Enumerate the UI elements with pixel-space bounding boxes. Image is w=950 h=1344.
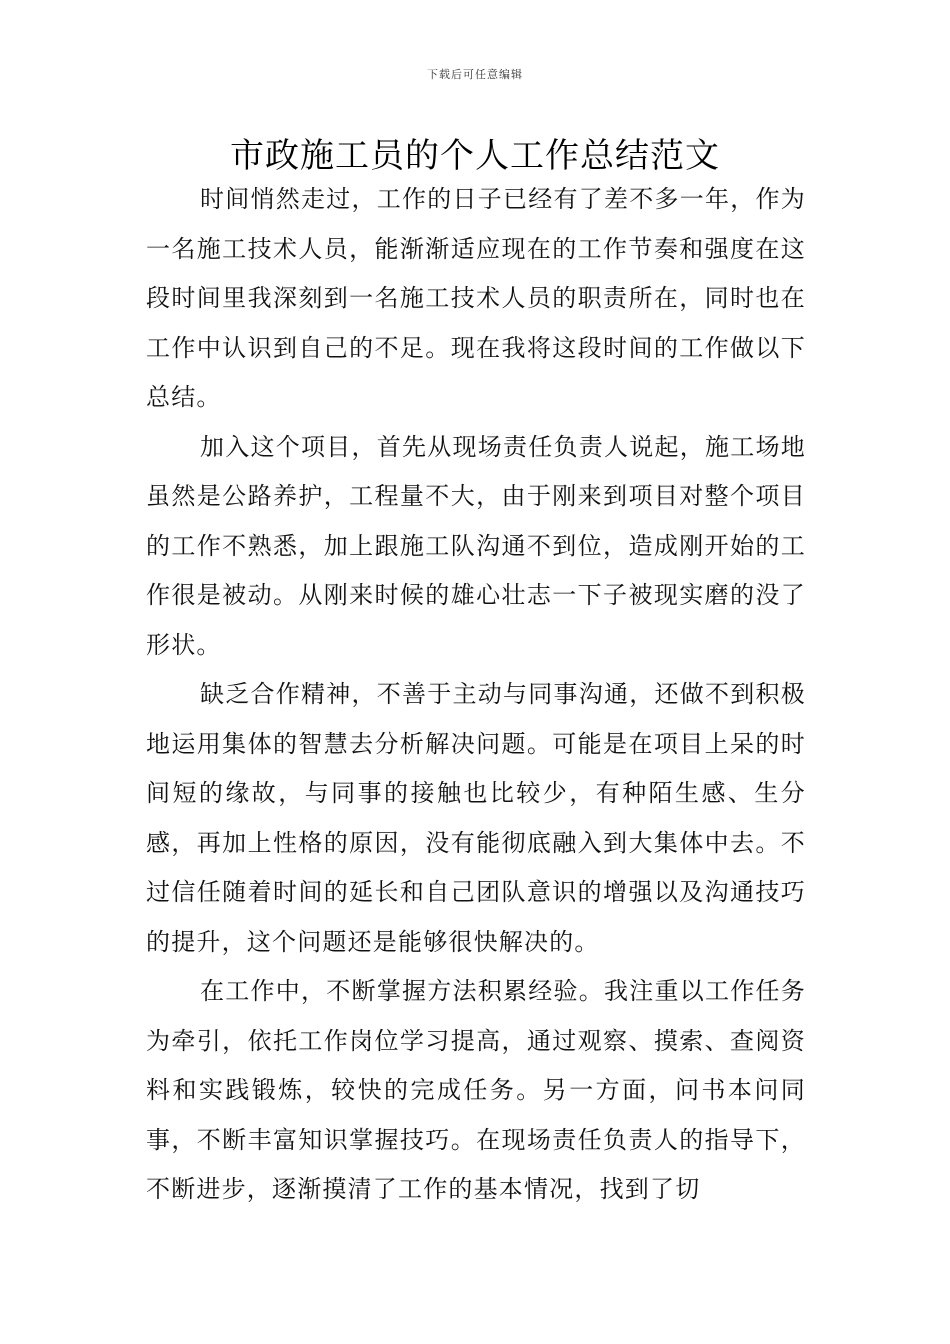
paragraph-1: 时间悄然走过，工作的日子已经有了差不多一年，作为一名施工技术人员，能渐渐适应现在的工作节奏和强度在这段时间里我深刻到一名施工技术人员的职责所在，同时也在工作中认识到自己的不足。现在我将这段时间的工作做以下总结。 xyxy=(146,185,806,411)
document-body xyxy=(146,175,806,1215)
document-title: 市政施工员的个人工作总结范文 xyxy=(230,136,720,176)
header-note: 下载后可任意编辑 xyxy=(427,68,523,81)
paragraph-3: 缺乏合作精神，不善于主动与同事沟通，还做不到积极地运用集体的智慧去分析解决问题。可能是在项目上呆的时间短的缘故，与同事的接触也比较少，有种陌生感、生分感，再加上性格的原因，没有能彻底融入到大集体中去。不过信任随着时间的延长和自己团队意识的增强以及沟通技巧的提升，这个问题还是能够很快解决的。 xyxy=(146,680,806,956)
paragraph-2: 加入这个项目，首先从现场责任负责人说起，施工场地虽然是公路养护，工程量不大，由于刚来到项目对整个项目的工作不熟悉，加上跟施工队沟通不到位，造成刚开始的工作很是被动。从刚来时候的雄心壮志一下子被现实磨的没了形状。 xyxy=(146,432,806,659)
paragraph-4: 在工作中，不断掌握方法积累经验。我注重以工作任务为牵引，依托工作岗位学习提高，通过观察、摸索、查阅资料和实践锻炼，较快的完成任务。另一方面，问书本问同事，不断丰富知识掌握技巧。在现场责任负责人的指导下，不断进步，逐渐摸清了工作的基本情况，找到了切 xyxy=(146,977,806,1203)
